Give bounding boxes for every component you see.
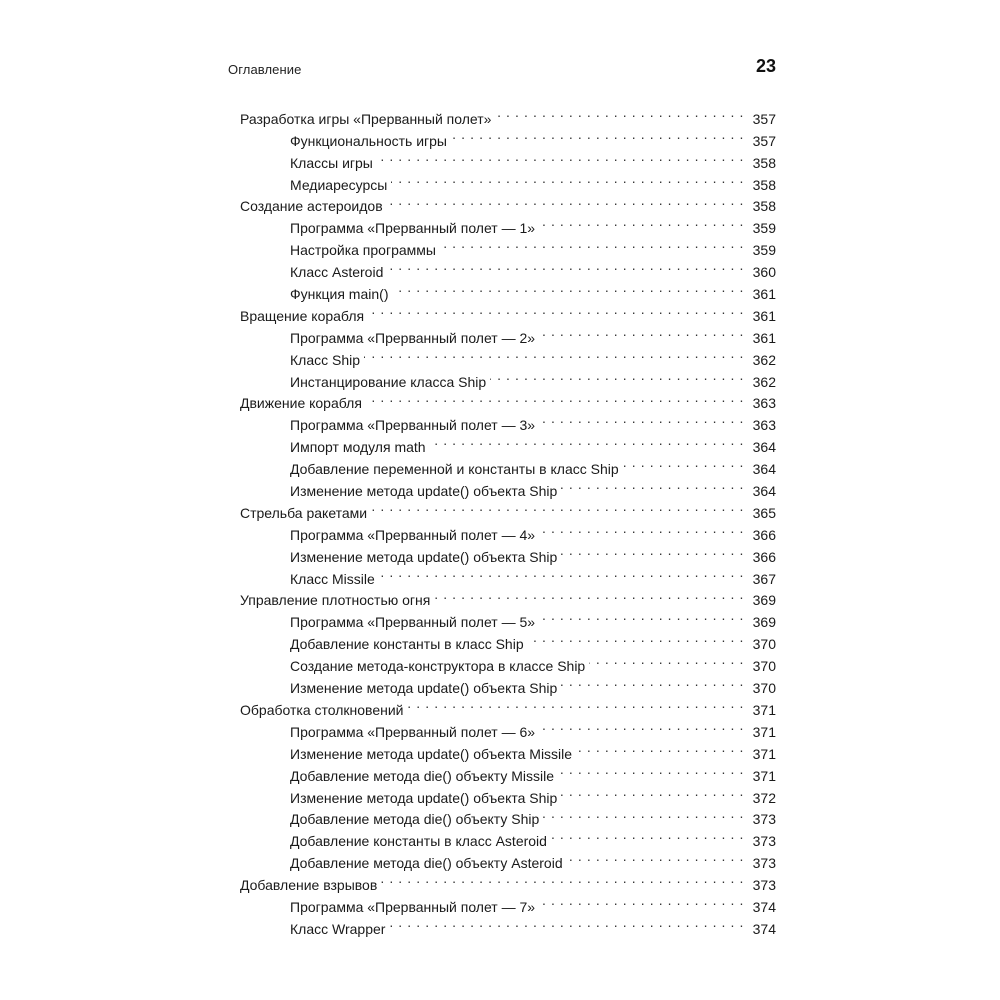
toc-entry-title: Программа «Прерванный полет — 1» xyxy=(290,220,536,237)
dot-leader xyxy=(589,649,744,671)
toc-entry-title: Добавление метода die() объекту Asteroid xyxy=(290,855,563,872)
toc-entry-page: 365 xyxy=(752,504,776,521)
dot-leader xyxy=(576,737,744,759)
dot-leader xyxy=(430,430,744,452)
toc-entry-title: Программа «Прерванный полет — 3» xyxy=(290,417,536,434)
dot-leader xyxy=(561,540,744,562)
dot-leader xyxy=(558,759,744,781)
toc-entry-page: 359 xyxy=(752,220,776,237)
toc-entry-page: 361 xyxy=(752,286,776,303)
toc-entry-title: Программа «Прерванный полет — 4» xyxy=(290,526,536,543)
dot-leader xyxy=(371,496,744,518)
dot-leader xyxy=(528,627,744,649)
dot-leader xyxy=(379,562,744,584)
toc-entry-page: 373 xyxy=(752,877,776,894)
dot-leader xyxy=(551,824,744,846)
dot-leader xyxy=(539,518,744,540)
dot-leader xyxy=(391,168,744,190)
toc-entry-title: Медиаресурсы xyxy=(290,176,388,193)
dot-leader xyxy=(623,452,744,474)
toc-entry-title: Создание астероидов xyxy=(240,198,383,215)
dot-leader xyxy=(368,299,744,321)
toc-entry-title: Изменение метода update() объекта Ship xyxy=(290,680,558,697)
toc-entry-title: Импорт модуля math xyxy=(290,439,426,456)
toc-entry-title: Инстанцирование класса Ship xyxy=(290,373,487,390)
dot-leader xyxy=(567,846,744,868)
dot-leader xyxy=(490,365,744,387)
toc-entry-page: 373 xyxy=(752,811,776,828)
toc-entry-page: 369 xyxy=(752,614,776,631)
toc-entry-page: 370 xyxy=(752,680,776,697)
toc-entry-title: Вращение корабля xyxy=(240,307,365,324)
toc-entry-page: 374 xyxy=(752,898,776,915)
toc-entry-title: Настройка программы xyxy=(290,242,436,259)
toc-entry-page: 367 xyxy=(752,570,776,587)
dot-leader xyxy=(440,233,744,255)
dot-leader xyxy=(392,277,744,299)
toc-entry-page: 372 xyxy=(752,789,776,806)
toc-entry-page: 371 xyxy=(752,767,776,784)
toc-entry-title: Добавление взрывов xyxy=(240,877,378,894)
dot-leader xyxy=(561,474,744,496)
toc-entry-page: 363 xyxy=(752,395,776,412)
toc-section xyxy=(240,102,776,127)
toc-entry-page: 362 xyxy=(752,373,776,390)
toc-entry-title: Изменение метода update() объекта Ship xyxy=(290,483,558,500)
toc-entry-title: Стрельба ракетами xyxy=(240,504,368,521)
toc-entry-page: 370 xyxy=(752,636,776,653)
toc-entry-page: 373 xyxy=(752,855,776,872)
dot-leader xyxy=(539,715,744,737)
toc-entry-title: Обработка столкновений xyxy=(240,701,404,718)
toc-entry-title: Добавление константы в класс Ship xyxy=(290,636,524,653)
dot-leader xyxy=(366,387,744,409)
toc-entry-title: Управление плотностью огня xyxy=(240,592,431,609)
toc-entry-title: Классы игры xyxy=(290,154,373,171)
toc-entry-page: 362 xyxy=(752,351,776,368)
toc-entry-page: 358 xyxy=(752,176,776,193)
toc-entry-page: 369 xyxy=(752,592,776,609)
toc-entry-title: Класс Wrapper xyxy=(290,920,386,937)
running-head: Оглавление xyxy=(228,62,302,77)
toc-entry-page: 358 xyxy=(752,198,776,215)
toc-entry-title: Класс Missile xyxy=(290,570,375,587)
toc-entry-page: 366 xyxy=(752,548,776,565)
toc-entry-page: 373 xyxy=(752,833,776,850)
dot-leader xyxy=(451,124,744,146)
toc-entry-title: Программа «Прерванный полет — 5» xyxy=(290,614,536,631)
dot-leader xyxy=(387,190,744,212)
page-number: 23 xyxy=(755,56,776,76)
dot-leader xyxy=(389,912,744,934)
toc-entry-title: Движение корабля xyxy=(240,395,362,412)
toc-entry-title: Добавление переменной и константы в класс Ship xyxy=(290,461,619,478)
dot-leader xyxy=(539,408,744,430)
toc-entry-title: Разработка игры «Прерванный полет» xyxy=(240,110,492,127)
dot-leader xyxy=(364,343,744,365)
toc-entry-page: 374 xyxy=(752,920,776,937)
toc-entry-page: 371 xyxy=(752,745,776,762)
toc-entry-page: 357 xyxy=(752,132,776,149)
toc-entry-page: 370 xyxy=(752,658,776,675)
dot-leader xyxy=(561,671,744,693)
toc-entry-title: Функция main() xyxy=(290,286,389,303)
dot-leader xyxy=(539,321,744,343)
toc-entry-title: Создание метода-конструктора в классе Ship xyxy=(290,658,586,675)
toc-entry-title: Программа «Прерванный полет — 7» xyxy=(290,898,536,915)
toc-entry-page: 364 xyxy=(752,483,776,500)
toc-entry-title: Функциональность игры xyxy=(290,132,447,149)
dot-leader xyxy=(561,781,744,803)
table-of-contents xyxy=(240,102,776,937)
dot-leader xyxy=(539,211,744,233)
toc-entry-title: Изменение метода update() объекта Missile xyxy=(290,745,573,762)
dot-leader xyxy=(387,255,744,277)
toc-entry-page: 358 xyxy=(752,154,776,171)
toc-entry-title: Программа «Прерванный полет — 6» xyxy=(290,723,536,740)
toc-entry-page: 371 xyxy=(752,723,776,740)
toc-entry-title: Изменение метода update() объекта Ship xyxy=(290,789,558,806)
toc-entry-page: 361 xyxy=(752,329,776,346)
toc-entry-page: 361 xyxy=(752,307,776,324)
dot-leader xyxy=(539,605,744,627)
toc-entry-title: Класс Ship xyxy=(290,351,361,368)
dot-leader xyxy=(495,102,744,124)
toc-entry-page: 363 xyxy=(752,417,776,434)
toc-entry-page: 359 xyxy=(752,242,776,259)
toc-entry-title: Добавление метода die() объекту Missile xyxy=(290,767,555,784)
dot-leader xyxy=(539,890,744,912)
dot-leader xyxy=(434,584,744,606)
toc-entry-title: Изменение метода update() объекта Ship xyxy=(290,548,558,565)
dot-leader xyxy=(377,146,744,168)
toc-entry-title: Класс Asteroid xyxy=(290,264,384,281)
dot-leader xyxy=(543,803,744,825)
toc-entry-page: 366 xyxy=(752,526,776,543)
toc-entry-title: Добавление константы в класс Asteroid xyxy=(290,833,547,850)
toc-entry-page: 364 xyxy=(752,439,776,456)
toc-entry-page: 371 xyxy=(752,701,776,718)
toc-entry-page: 357 xyxy=(752,110,776,127)
dot-leader xyxy=(407,693,744,715)
toc-entry-title: Программа «Прерванный полет — 2» xyxy=(290,329,536,346)
dot-leader xyxy=(381,868,744,890)
toc-entry-title: Добавление метода die() объекту Ship xyxy=(290,811,540,828)
toc-entry-page: 360 xyxy=(752,264,776,281)
toc-entry-page: 364 xyxy=(752,461,776,478)
